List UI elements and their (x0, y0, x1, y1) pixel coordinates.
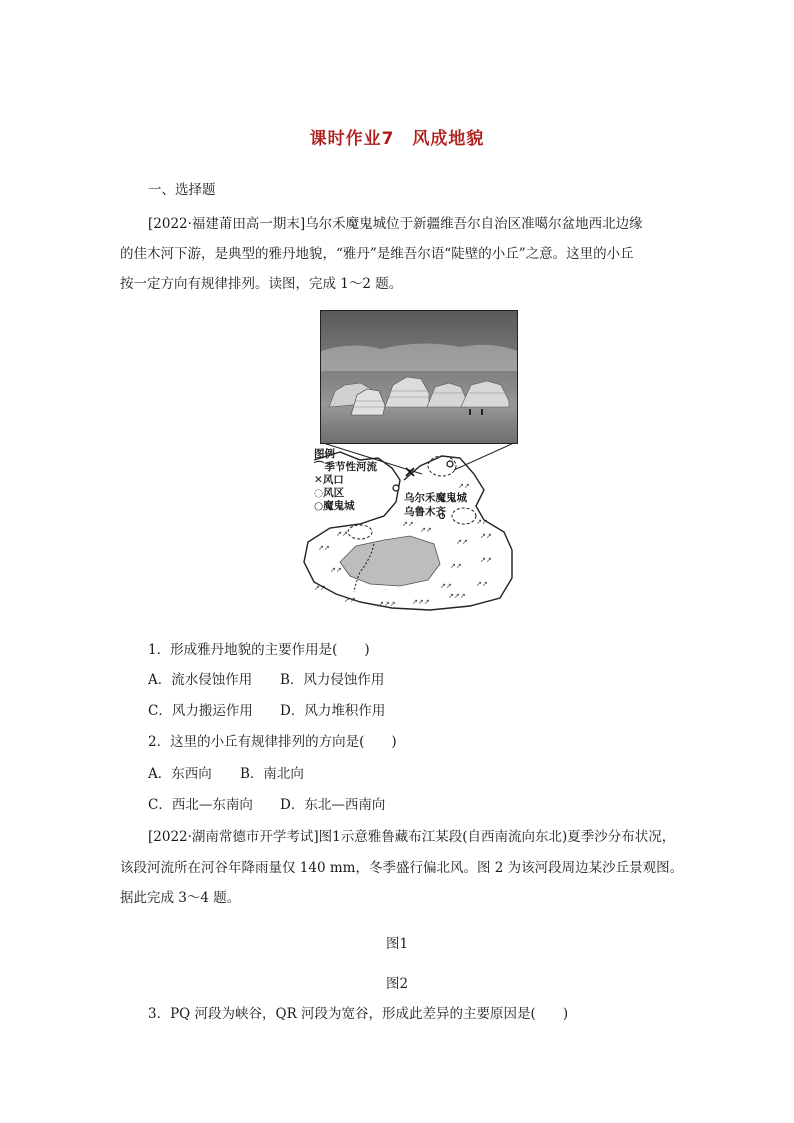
legend-wind: 风区 (323, 487, 345, 499)
q2-option-a[interactable]: A．东西向 (148, 766, 212, 782)
svg-text:↗↗: ↗↗ (336, 530, 348, 538)
legend-city: 魔鬼城 (323, 500, 355, 512)
svg-text:↗↗: ↗↗ (420, 526, 432, 534)
q1-option-d[interactable]: D．风力堆积作用 (280, 703, 386, 719)
q2-option-b[interactable]: B．南北向 (240, 766, 304, 782)
legend-river: 季节性河流 (324, 461, 377, 473)
svg-text:↗↗: ↗↗ (330, 566, 342, 574)
svg-text:↗↗: ↗↗ (476, 580, 488, 588)
figure2-caption: 图2 (385, 976, 409, 992)
label-urumqi: 乌鲁木齐 (404, 506, 446, 518)
label-wuerhe: 乌尔禾魔鬼城 (404, 492, 467, 504)
wind-pass-legend-icon: ✕ (314, 474, 323, 486)
svg-text:↗↗: ↗↗ (440, 582, 452, 590)
intro1-line1: [2022·福建莆田高一期末]乌尔禾魔鬼城位于新疆维吾尔自治区准噶尔盆地西北边缘 (148, 216, 643, 232)
figure1-caption: 图1 (385, 936, 409, 952)
q1-option-a[interactable]: A．流水侵蚀作用 (148, 672, 253, 688)
legend-pass: 风口 (322, 474, 344, 486)
q2-option-c[interactable]: C．西北—东南向 (148, 797, 253, 813)
intro2-line2: 该段河流所在河谷年降雨量仅 140 mm，冬季盛行偏北风。图 2 为该河段周边某沙丘景观图。 (120, 860, 684, 876)
svg-text:↗↗: ↗↗ (344, 596, 356, 604)
svg-text:↗↗: ↗↗ (450, 562, 462, 570)
intro1-line2: 的佳木河下游，是典型的雅丹地貌，“雅丹”是维吾尔语“陡壁的小丘”之意。这里的小丘 (120, 246, 634, 262)
yardang-figure (300, 310, 522, 620)
svg-text:↗↗: ↗↗ (480, 556, 492, 564)
page-title: 课时作业7 风成地貌 (309, 129, 485, 149)
intro2-line1: [2022·湖南常德市开学考试]图1示意雅鲁藏布江某段(自西南流向东北)夏季沙分布状况， (148, 829, 676, 845)
svg-text:↗↗↗: ↗↗↗ (412, 598, 430, 606)
svg-text:↗↗: ↗↗ (480, 532, 492, 540)
svg-text:↗↗: ↗↗ (402, 520, 414, 528)
city-legend-icon: ○ (314, 500, 324, 512)
q1-stem: 1．形成雅丹地貌的主要作用是( ) (148, 642, 370, 658)
river-legend-icon: ⌒ (314, 461, 325, 473)
svg-text:↗↗: ↗↗ (314, 584, 326, 592)
wind-zone-legend-icon: ◌ (314, 487, 324, 499)
q1-option-c[interactable]: C．风力搬运作用 (148, 703, 253, 719)
svg-text:↗↗: ↗↗ (458, 482, 470, 490)
q1-option-b[interactable]: B．风力侵蚀作用 (280, 672, 385, 688)
svg-text:↗↗: ↗↗ (476, 518, 488, 526)
svg-text:↗↗: ↗↗ (456, 538, 468, 546)
q3-stem: 3．PQ 河段为峡谷，QR 河段为宽谷，形成此差异的主要原因是( ) (148, 1006, 569, 1022)
intro1-line3: 按一定方向有规律排列。读图，完成 1～2 题。 (120, 276, 403, 292)
map-legend (314, 448, 377, 513)
q2-option-d[interactable]: D．东北—西南向 (280, 797, 386, 813)
svg-text:↗↗↗: ↗↗↗ (448, 592, 466, 600)
intro2-line3: 据此完成 3～4 题。 (120, 890, 241, 906)
yardang-photo (320, 310, 518, 444)
q2-stem: 2．这里的小丘有规律排列的方向是( ) (148, 734, 397, 750)
svg-text:↗↗↗: ↗↗↗ (378, 600, 396, 608)
svg-text:↗↗: ↗↗ (318, 544, 330, 552)
section-heading: 一、选择题 (148, 182, 216, 198)
legend-title: 图例 (314, 448, 335, 460)
